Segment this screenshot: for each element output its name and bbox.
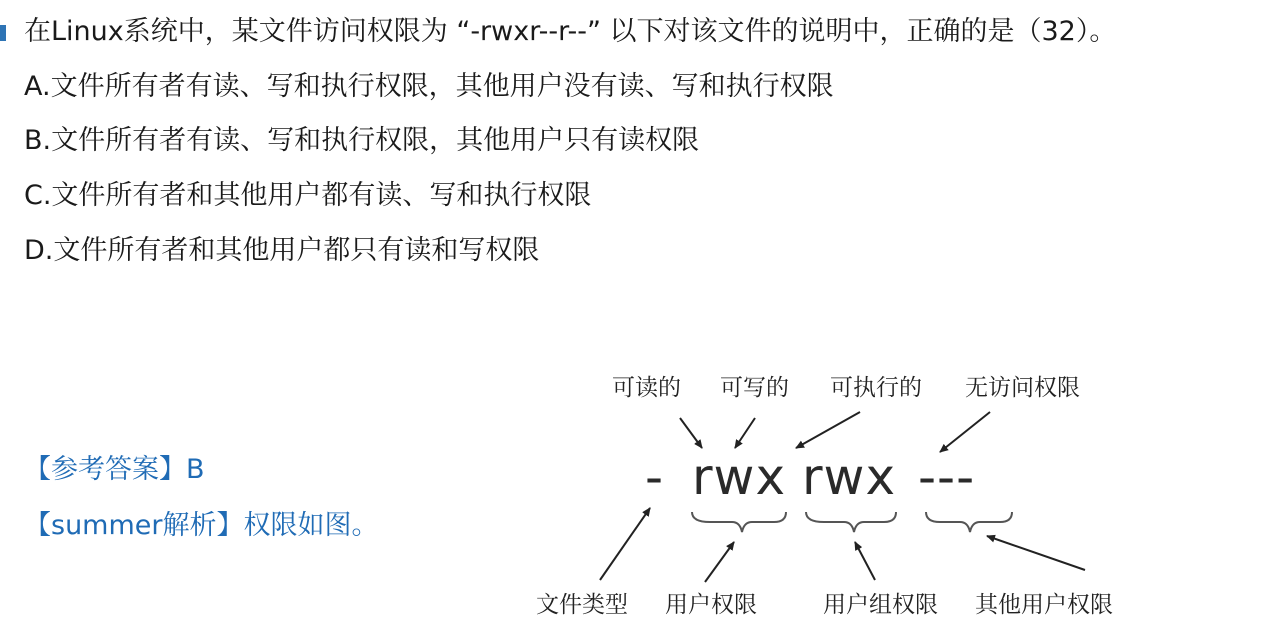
option-a: A.文件所有者有读、写和执行权限，其他用户没有读、写和执行权限 bbox=[24, 71, 834, 102]
brace-other bbox=[926, 512, 1012, 532]
option-c: C.文件所有者和其他用户都有读、写和执行权限 bbox=[24, 180, 592, 211]
label-executable: 可执行的 bbox=[830, 375, 922, 401]
label-user-perms: 用户权限 bbox=[665, 592, 757, 618]
arrow-group-perms bbox=[855, 542, 875, 580]
bullet-marker bbox=[0, 25, 6, 41]
perm-user: rwx bbox=[692, 448, 787, 506]
option-d: D.文件所有者和其他用户都只有读和写权限 bbox=[24, 235, 540, 266]
perm-full-string: -rwxrwx--- bbox=[520, 360, 526, 361]
reference-answer: 【参考答案】B bbox=[24, 454, 205, 485]
arrow-file-type bbox=[600, 508, 650, 580]
label-file-type: 文件类型 bbox=[536, 592, 628, 618]
perm-other: --- bbox=[918, 448, 976, 506]
brace-user bbox=[692, 512, 786, 532]
label-writable: 可写的 bbox=[720, 375, 789, 401]
arrow-writable bbox=[735, 418, 755, 448]
permission-diagram bbox=[520, 360, 1160, 630]
arrow-other-perms bbox=[987, 536, 1085, 570]
perm-type-char: - bbox=[645, 448, 665, 506]
label-group-perms: 用户组权限 bbox=[823, 592, 938, 618]
arrow-readable bbox=[680, 418, 702, 448]
brace-group bbox=[806, 512, 896, 532]
arrow-no-access bbox=[940, 412, 990, 452]
perm-group: rwx bbox=[802, 448, 897, 506]
option-b: B.文件所有者有读、写和执行权限，其他用户只有读权限 bbox=[24, 125, 700, 156]
analysis-text: 【summer解析】权限如图。 bbox=[24, 510, 379, 541]
question-text: 在Linux系统中，某文件访问权限为 “-rwxr--r--” 以下对该文件的说明中，正确的是（32）。 bbox=[24, 16, 1117, 47]
arrow-executable bbox=[796, 412, 860, 448]
label-no-access: 无访问权限 bbox=[965, 375, 1080, 401]
label-readable: 可读的 bbox=[612, 375, 681, 401]
arrow-user-perms bbox=[705, 542, 734, 582]
label-other-perms: 其他用户权限 bbox=[975, 592, 1113, 618]
